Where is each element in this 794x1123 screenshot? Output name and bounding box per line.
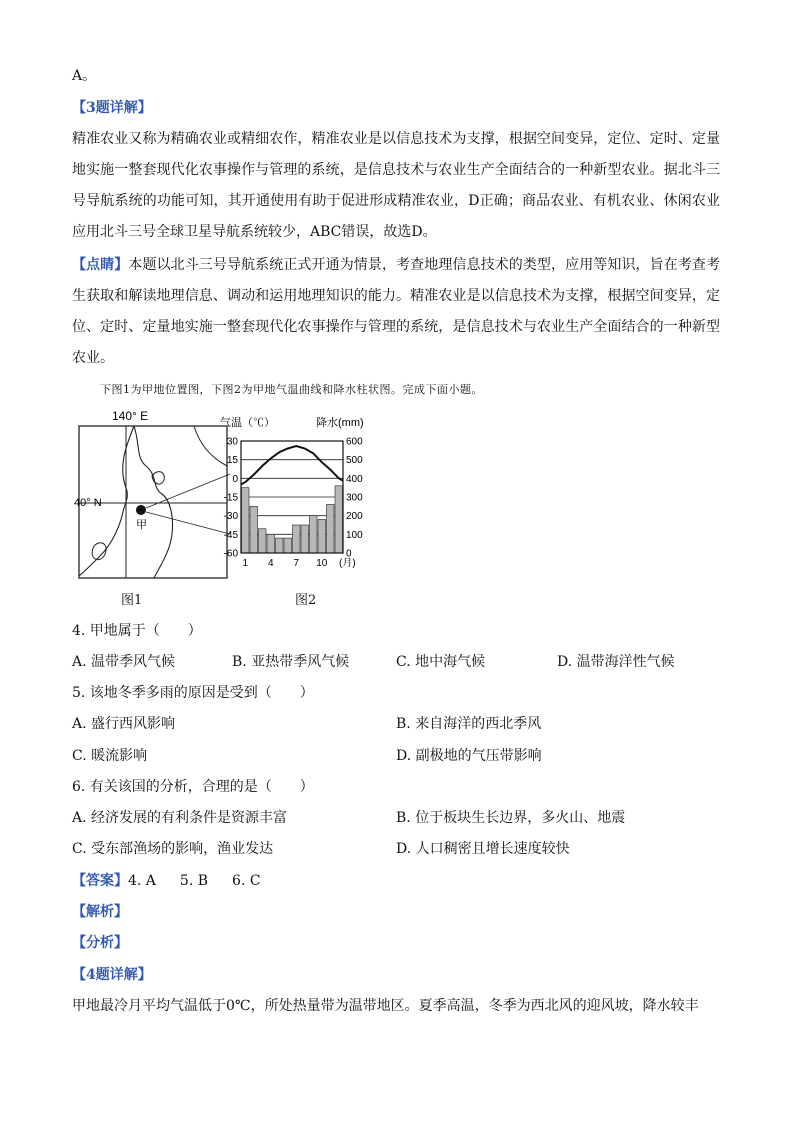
precip-tick-label: 300 [346, 492, 363, 504]
month-tick-label: 10 [316, 558, 328, 569]
jiexi-header: 【解析】 [72, 904, 128, 920]
dianjing-tag: 【点睛】 [72, 257, 129, 273]
precip-axis-title: 降水(mm) [316, 417, 364, 429]
temp-tick-label: -60 [223, 548, 238, 560]
temp-tick-label: -45 [223, 529, 238, 541]
point-label: 甲 [136, 519, 147, 531]
temp-tick-label: -30 [223, 511, 238, 523]
dianjing-block [72, 250, 720, 374]
precip-bar [301, 525, 309, 553]
precip-tick-label: 400 [346, 473, 363, 485]
figure1-caption: 图1 [121, 593, 143, 608]
temp-tick-label: 15 [226, 455, 238, 467]
precip-bar [276, 538, 284, 553]
answer-line [72, 870, 261, 890]
q6-option-a: A. 经济发展的有利条件是资源丰富 [72, 810, 288, 826]
coastline-east [134, 426, 173, 578]
month-tick-label: 4 [267, 558, 274, 569]
month-tick-label: 7 [293, 558, 300, 569]
q6-option-d: D. 人口稠密且增长速度较快 [396, 841, 570, 857]
precip-tick-label: 100 [346, 529, 363, 541]
q6-option-b: B. 位于板块生长边界，多火山、地震 [396, 810, 626, 826]
precip-bar [293, 525, 301, 553]
latitude-label: 40° N [74, 497, 102, 509]
q5-option-c: C. 暖流影响 [72, 748, 148, 764]
q4-option-b: B. 亚热带季风气候 [232, 654, 350, 670]
precip-bar [259, 529, 267, 553]
q6-option-c: C. 受东部渔场的影响，渔业发达 [72, 841, 274, 857]
temp-tick-label: 30 [226, 436, 238, 448]
precip-bar [284, 538, 292, 553]
fenxi-header: 【分析】 [72, 935, 128, 951]
precip-tick-label: 600 [346, 436, 363, 448]
q4-option-d: D. 温带海洋性气候 [557, 654, 675, 670]
precip-tick-label: 0 [346, 548, 352, 560]
q4-detail-header: 【4题详解】 [72, 967, 152, 983]
precip-tick-label: 500 [346, 455, 363, 467]
answer-5: 5. B [179, 873, 209, 889]
longitude-label: 140° E [112, 409, 149, 423]
q5-option-d: D. 副极地的气压带影响 [396, 748, 542, 764]
q3-body: 精准农业又称为精确农业或精细农作，精准农业是以信息技术为支撑，根据空间变异，定位、定时、定量地实施一整套现代化农事操作与管理的系统，是信息技术与农业生产全面结合的一种新型农业。据北斗三号导航系统的功能可知，其开通使用有助于促进形成精准农业，D正确；商品农业、有机农业、休闲农业应用北斗三号全球卫星导航系统较少，ABC错误，故选D。 [72, 131, 720, 240]
figure2-caption: 图2 [295, 593, 317, 608]
location-point [136, 505, 146, 515]
answer-tag: 【答案】 [72, 873, 128, 889]
precip-bar [318, 519, 326, 553]
month-unit-label: (月) [339, 558, 356, 569]
precip-bar [242, 488, 250, 553]
previous-answer: A。 [72, 68, 97, 84]
answer-6: 6. C [232, 873, 261, 889]
temperature-line [241, 446, 343, 485]
temp-tick-label: -15 [223, 492, 238, 504]
q5-option-a: A. 盛行西风影响 [72, 716, 176, 732]
precip-bar [327, 504, 335, 553]
answer-4: 4. A [128, 873, 156, 889]
q5-option-b: B. 来自海洋的西北季风 [396, 716, 542, 732]
precip-tick-label: 200 [346, 511, 363, 523]
q4-option-c: C. 地中海气候 [396, 654, 486, 670]
precip-bar [310, 516, 318, 553]
q4-detail-body: 甲地最冷月平均气温低于0℃，所处热量带为温带地区。夏季高温，冬季为西北风的迎风坡，降水较丰 [72, 998, 699, 1014]
temp-axis-title: 气温（℃） [220, 417, 275, 429]
dianjing-body: 本题以北斗三号导航系统正式开通为情景，考查地理信息技术的类型，应用等知识，旨在考查考生获取和解读地理信息、调动和运用地理知识的能力。精准农业是以信息技术为支撑，根据空间变异，定位、定时、定量地实施一整套现代化农事操作与管理的系统，是信息技术与农业生产全面结合的一种新型农业。 [72, 257, 721, 366]
precip-bars [242, 486, 343, 553]
q4-option-a: A. 温带季风气候 [72, 654, 176, 670]
question-5-stem: 5. 该地冬季多雨的原因是受到（ ） [72, 685, 314, 701]
q3-header: 【3题详解】 [72, 100, 152, 116]
month-tick-label: 1 [242, 558, 249, 569]
question-6-stem: 6. 有关该国的分析，合理的是（ ） [72, 779, 314, 795]
climate-chart [212, 412, 372, 570]
precip-bar [335, 486, 343, 553]
location-map [74, 406, 234, 584]
precip-bar [267, 534, 275, 553]
precip-bar [250, 506, 258, 553]
question-4-stem: 4. 甲地属于（ ） [72, 623, 202, 639]
temp-tick-label: 0 [232, 473, 238, 485]
figure-intro: 下图1为甲地位置图，下图2为甲地气温曲线和降水柱状图。完成下面小题。 [100, 383, 483, 396]
